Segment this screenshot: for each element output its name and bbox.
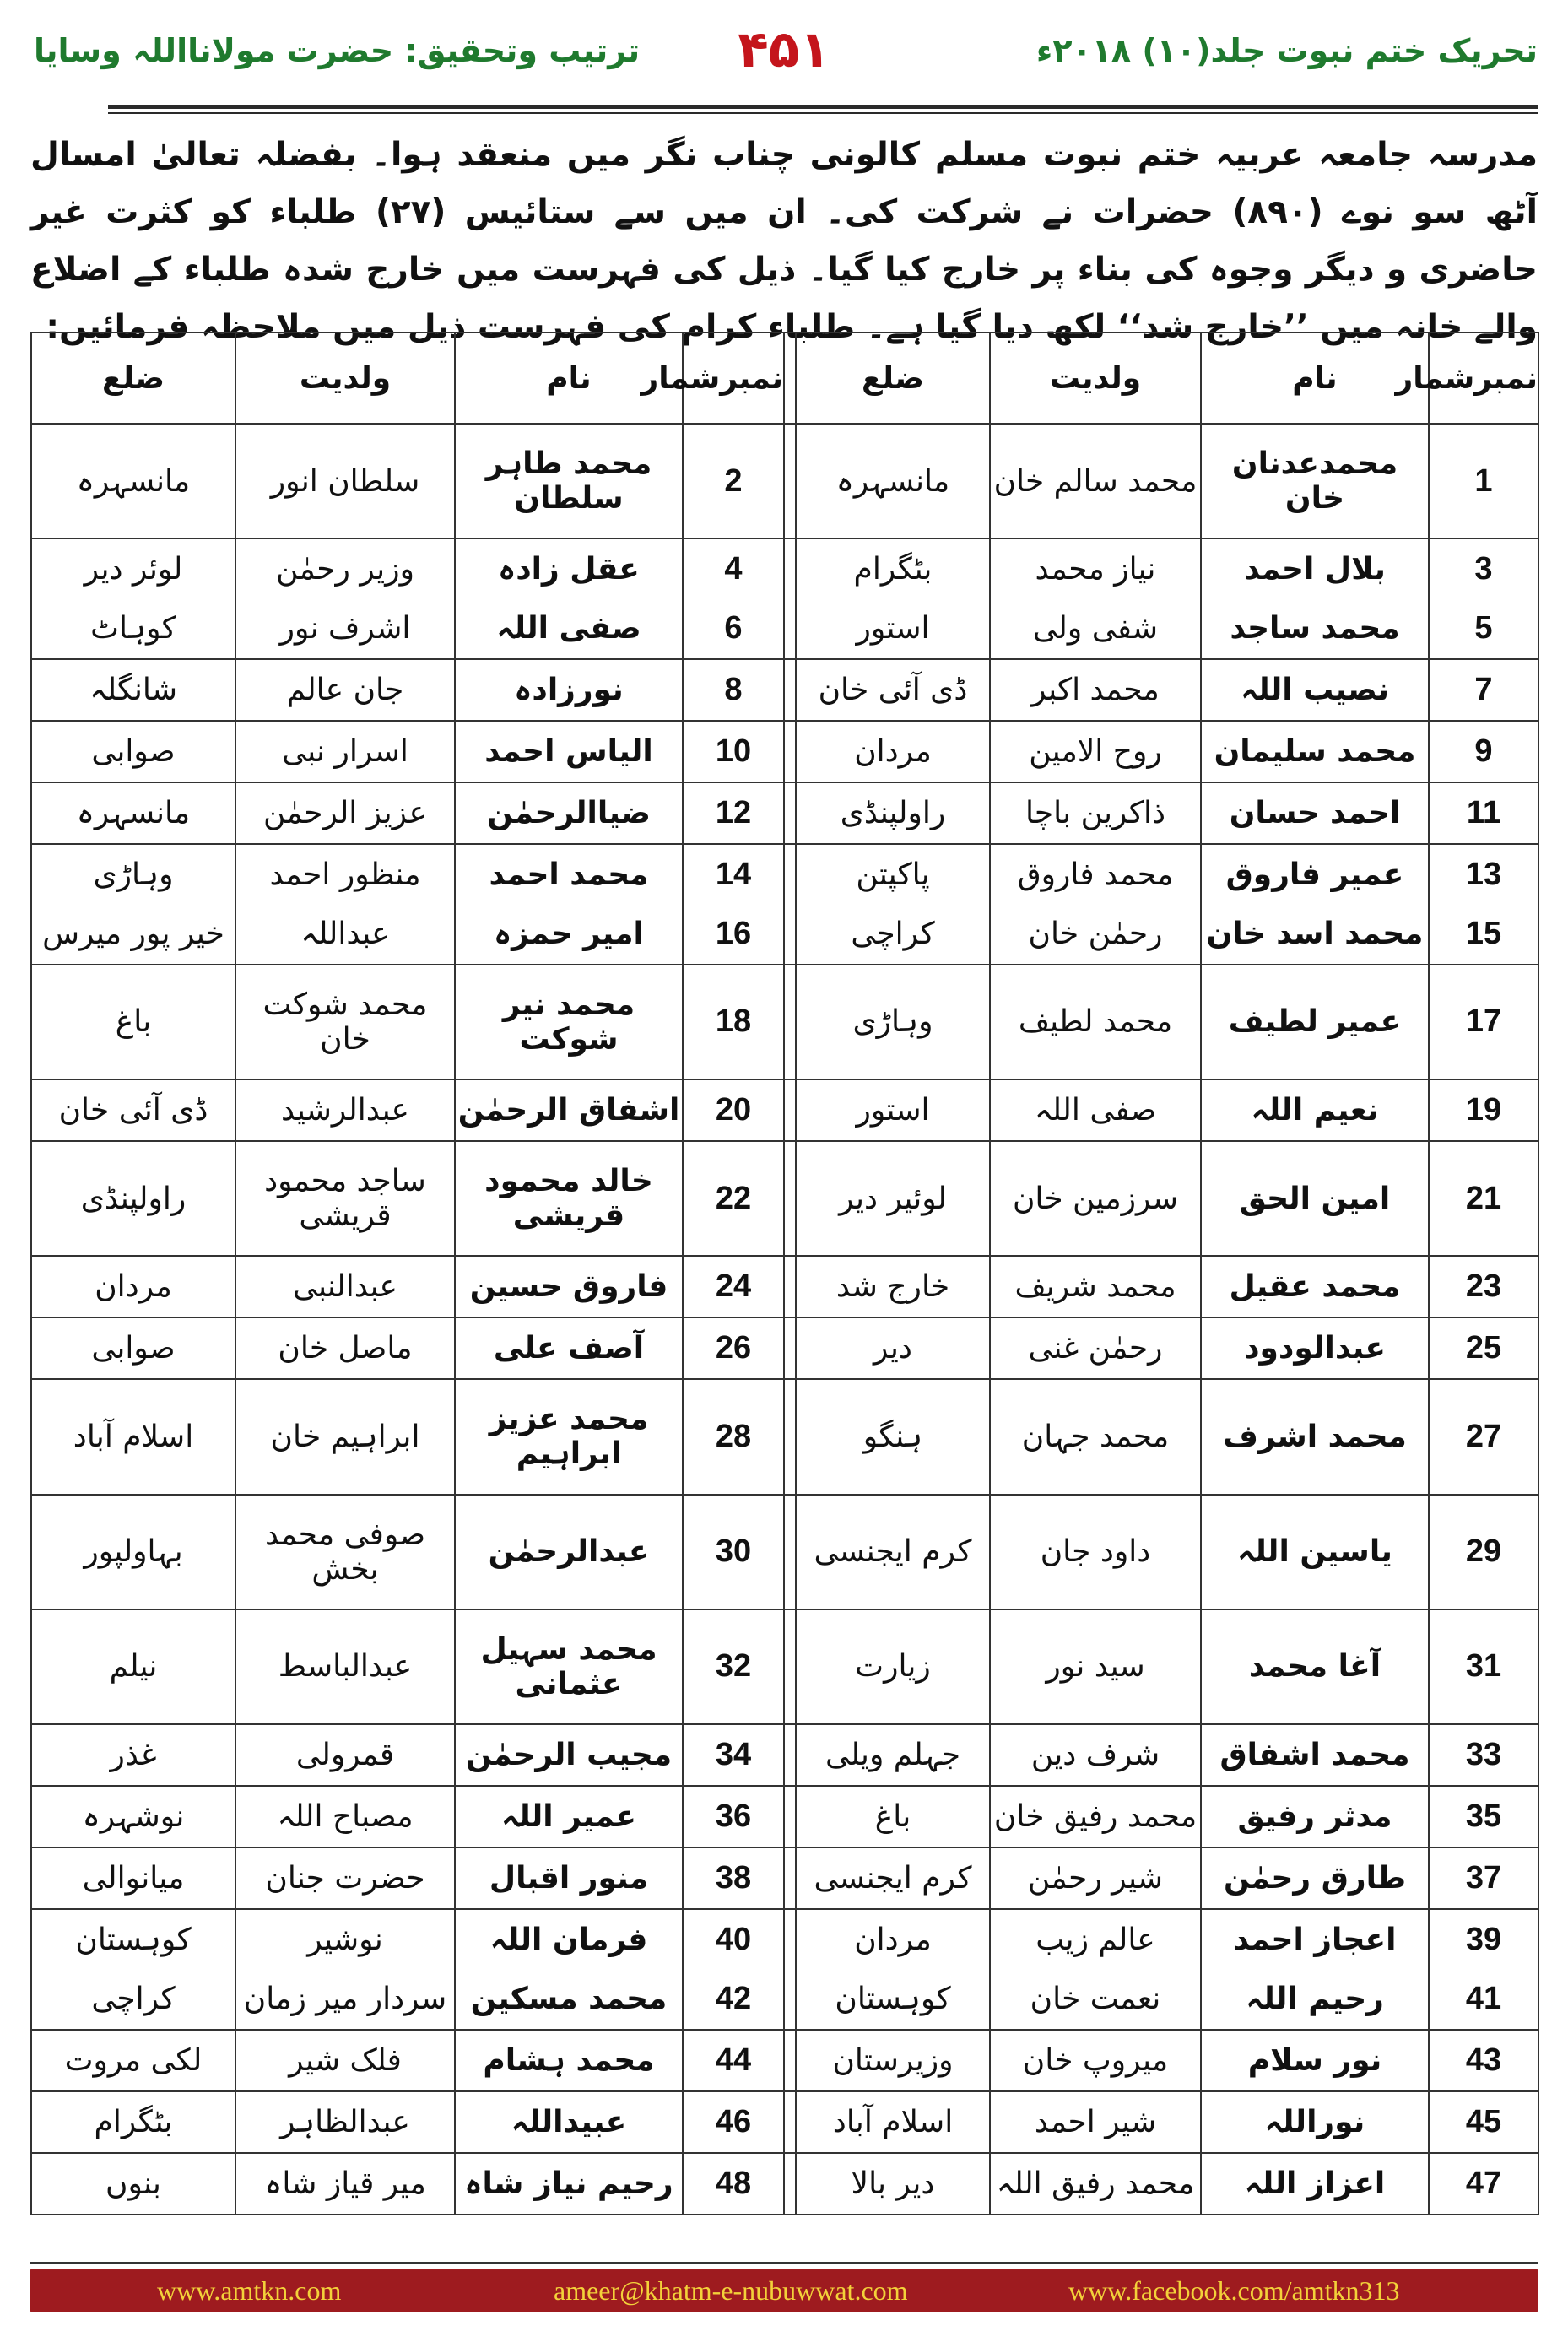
serial-cell: 41 xyxy=(1429,1969,1538,2029)
table-row xyxy=(31,538,1538,598)
table-row xyxy=(31,1495,1538,1609)
name-cell: نور سلام xyxy=(1201,2030,1429,2091)
table-row xyxy=(31,659,1538,721)
serial-cell: 26 xyxy=(683,1317,784,1379)
father-name-cell: وزیر رحمٰن xyxy=(235,538,455,598)
serial-cell: 37 xyxy=(1429,1847,1538,1909)
district-cell: اسلام آباد xyxy=(796,2091,990,2153)
district-cell: میانوالی xyxy=(31,1847,235,1909)
column-gap xyxy=(784,1609,796,1724)
column-gap xyxy=(784,1256,796,1317)
name-cell: نعیم اللہ xyxy=(1201,1079,1429,1141)
father-name-cell: محمد شوکت خان xyxy=(235,965,455,1079)
serial-cell: 34 xyxy=(683,1724,784,1786)
name-cell: محمد نیر شوکت xyxy=(455,965,683,1079)
name-cell: یاسین اللہ xyxy=(1201,1495,1429,1609)
header-district: ضلع xyxy=(31,333,235,424)
district-cell: مانسہرہ xyxy=(796,424,990,538)
district-cell: باغ xyxy=(796,1786,990,1847)
name-cell: مجیب الرحمٰن xyxy=(455,1724,683,1786)
serial-cell: 22 xyxy=(683,1141,784,1256)
name-cell: مدثر رفیق xyxy=(1201,1786,1429,1847)
district-cell: ہنگو xyxy=(796,1379,990,1494)
father-name-cell: محمد شریف xyxy=(990,1256,1201,1317)
father-name-cell: نعمت خان xyxy=(990,1969,1201,2029)
father-name-cell: محمد جہان xyxy=(990,1379,1201,1494)
compiler-credit: ترتیب وتحقیق: حضرت مولانااللہ وسایا xyxy=(34,32,641,69)
father-name-cell: منظور احمد xyxy=(235,844,455,904)
name-cell: اعجاز احمد xyxy=(1201,1909,1429,1969)
table-row xyxy=(31,599,1538,659)
name-cell: محمد سلیمان xyxy=(1201,721,1429,782)
serial-cell: 10 xyxy=(683,721,784,782)
name-cell: رحیم اللہ xyxy=(1201,1969,1429,2029)
serial-cell: 45 xyxy=(1429,2091,1538,2153)
student-roster-table xyxy=(30,332,1539,2215)
book-series-title: تحریک ختم نبوت جلد(۱۰) ۲۰۱۸ء xyxy=(1035,32,1538,69)
serial-cell: 6 xyxy=(683,599,784,659)
district-cell: راولپنڈی xyxy=(31,1141,235,1256)
father-name-cell: سرزمین خان xyxy=(990,1141,1201,1256)
district-cell: استور xyxy=(796,599,990,659)
district-cell: ڈی آئی خان xyxy=(796,659,990,721)
district-cell: مانسہرہ xyxy=(31,782,235,844)
father-name-cell: محمد لطیف xyxy=(990,965,1201,1079)
name-cell: فرمان اللہ xyxy=(455,1909,683,1969)
table-row xyxy=(31,965,1538,1079)
father-name-cell: صفی اللہ xyxy=(990,1079,1201,1141)
district-cell: کوہاٹ xyxy=(31,599,235,659)
column-gap xyxy=(784,904,796,964)
column-gap xyxy=(784,965,796,1079)
serial-cell: 39 xyxy=(1429,1909,1538,1969)
name-cell: محمد عزیز ابراہیم xyxy=(455,1379,683,1494)
name-cell: محمد اشرف xyxy=(1201,1379,1429,1494)
father-name-cell: عالم زیب xyxy=(990,1909,1201,1969)
name-cell: احمد حسان xyxy=(1201,782,1429,844)
father-name-cell: میر قیاز شاہ xyxy=(235,2153,455,2215)
father-name-cell: داود جان xyxy=(990,1495,1201,1609)
table-row xyxy=(31,1847,1538,1909)
name-cell: بلال احمد xyxy=(1201,538,1429,598)
district-cell: بٹگرام xyxy=(796,538,990,598)
district-cell: خارج شد xyxy=(796,1256,990,1317)
page-header xyxy=(0,0,1568,101)
column-gap xyxy=(784,1317,796,1379)
table-row xyxy=(31,1909,1538,1969)
serial-cell: 17 xyxy=(1429,965,1538,1079)
district-cell: اسلام آباد xyxy=(31,1379,235,1494)
header-father-name: ولدیت xyxy=(990,333,1201,424)
serial-cell: 47 xyxy=(1429,2153,1538,2215)
serial-cell: 36 xyxy=(683,1786,784,1847)
name-cell: محمدعدنان خان xyxy=(1201,424,1429,538)
name-cell: محمد اشفاق xyxy=(1201,1724,1429,1786)
father-name-cell: سلطان انور xyxy=(235,424,455,538)
serial-cell: 28 xyxy=(683,1379,784,1494)
name-cell: عبدالرحمٰن xyxy=(455,1495,683,1609)
district-cell: بٹگرام xyxy=(31,2091,235,2153)
father-name-cell: ابراہیم خان xyxy=(235,1379,455,1494)
serial-cell: 4 xyxy=(683,538,784,598)
serial-cell: 42 xyxy=(683,1969,784,2029)
father-name-cell: عبدالظاہر xyxy=(235,2091,455,2153)
district-cell: غذر xyxy=(31,1724,235,1786)
table-row xyxy=(31,904,1538,964)
name-cell: محمد احمد xyxy=(455,844,683,904)
serial-cell: 15 xyxy=(1429,904,1538,964)
header-name: نام xyxy=(455,333,683,424)
father-name-cell: عبدالباسط xyxy=(235,1609,455,1724)
table-row xyxy=(31,424,1538,538)
name-cell: محمد طاہر سلطان xyxy=(455,424,683,538)
serial-cell: 14 xyxy=(683,844,784,904)
district-cell: کوہستان xyxy=(31,1909,235,1969)
serial-cell: 38 xyxy=(683,1847,784,1909)
serial-cell: 32 xyxy=(683,1609,784,1724)
father-name-cell: قمرولی xyxy=(235,1724,455,1786)
table-row xyxy=(31,1317,1538,1379)
serial-cell: 19 xyxy=(1429,1079,1538,1141)
intro-paragraph: مدرسہ جامعہ عربیہ ختم نبوت مسلم کالونی چناب نگر میں منعقد ہوا۔ بفضلہ تعالیٰ امسال آٹھ سو نوے (۸۹۰) حضرات نے شرکت کی۔ ان میں سے ستائیس (۲۷) طلباء کو کثرت غیر حاضری و دیگر وجوہ کی بناء پر خارج کیا گیا۔ ذیل کی فہرست میں خارج شدہ طلباء کے اضلاع والے خانہ میں ’’خارج شد‘‘ لکھ دیا گیا ہے۔ طلباء کرام کی فہرست ذیل میں ملاحظہ فرمائیں: xyxy=(30,136,1538,346)
name-cell: اشفاق الرحمٰن xyxy=(455,1079,683,1141)
district-cell: وہاڑی xyxy=(31,844,235,904)
serial-cell: 1 xyxy=(1429,424,1538,538)
district-cell: دیر xyxy=(796,1317,990,1379)
district-cell: مانسہرہ xyxy=(31,424,235,538)
district-cell: بہاولپور xyxy=(31,1495,235,1609)
father-name-cell: رحمٰن غنی xyxy=(990,1317,1201,1379)
table-row xyxy=(31,1969,1538,2029)
serial-cell: 7 xyxy=(1429,659,1538,721)
table-row xyxy=(31,721,1538,782)
header-name: نام xyxy=(1201,333,1429,424)
district-cell: استور xyxy=(796,1079,990,1141)
serial-cell: 3 xyxy=(1429,538,1538,598)
father-name-cell: میروپ خان xyxy=(990,2030,1201,2091)
father-name-cell: روح الامین xyxy=(990,721,1201,782)
name-cell: منور اقبال xyxy=(455,1847,683,1909)
serial-cell: 9 xyxy=(1429,721,1538,782)
table-row xyxy=(31,1141,1538,1256)
district-cell: وزیرستان xyxy=(796,2030,990,2091)
father-name-cell: ساجد محمود قریشی xyxy=(235,1141,455,1256)
district-cell: کرم ایجنسی xyxy=(796,1847,990,1909)
district-cell: پاکپتن xyxy=(796,844,990,904)
name-cell: آغا محمد xyxy=(1201,1609,1429,1724)
name-cell: نورزادہ xyxy=(455,659,683,721)
serial-cell: 48 xyxy=(683,2153,784,2215)
district-cell: دیر بالا xyxy=(796,2153,990,2215)
district-cell: بنوں xyxy=(31,2153,235,2215)
name-cell: عمیر فاروق xyxy=(1201,844,1429,904)
father-name-cell: عبداللہ xyxy=(235,904,455,964)
column-gap xyxy=(784,659,796,721)
district-cell: باغ xyxy=(31,965,235,1079)
name-cell: خالد محمود قریشی xyxy=(455,1141,683,1256)
father-name-cell: حضرت جنان xyxy=(235,1847,455,1909)
serial-cell: 27 xyxy=(1429,1379,1538,1494)
column-gap xyxy=(784,2153,796,2215)
name-cell: محمد ساجد xyxy=(1201,599,1429,659)
father-name-cell: مصباح اللہ xyxy=(235,1786,455,1847)
father-name-cell: سید نور xyxy=(990,1609,1201,1724)
district-cell: کرم ایجنسی xyxy=(796,1495,990,1609)
father-name-cell: عبدالرشید xyxy=(235,1079,455,1141)
district-cell: صوابی xyxy=(31,721,235,782)
column-gap xyxy=(784,1847,796,1909)
name-cell: عبدالودود xyxy=(1201,1317,1429,1379)
name-cell: محمد ہشام xyxy=(455,2030,683,2091)
father-name-cell: محمد رفیق اللہ xyxy=(990,2153,1201,2215)
column-gap xyxy=(784,1495,796,1609)
serial-cell: 40 xyxy=(683,1909,784,1969)
father-name-cell: صوفی محمد بخش xyxy=(235,1495,455,1609)
name-cell: ضیاالرحمٰن xyxy=(455,782,683,844)
serial-cell: 8 xyxy=(683,659,784,721)
name-cell: نوراللہ xyxy=(1201,2091,1429,2153)
header-divider-thin xyxy=(108,112,1538,114)
name-cell: محمد سہیل عثمانی xyxy=(455,1609,683,1724)
column-gap xyxy=(784,2091,796,2153)
serial-cell: 43 xyxy=(1429,2030,1538,2091)
column-gap xyxy=(784,538,796,598)
father-name-cell: جان عالم xyxy=(235,659,455,721)
table-row xyxy=(31,1786,1538,1847)
serial-cell: 46 xyxy=(683,2091,784,2153)
page-footer xyxy=(30,2269,1538,2312)
father-name-cell: سردار میر زمان xyxy=(235,1969,455,2029)
serial-cell: 13 xyxy=(1429,844,1538,904)
district-cell: لوئیر دیر xyxy=(796,1141,990,1256)
name-cell: صفی اللہ xyxy=(455,599,683,659)
column-gap xyxy=(784,1969,796,2029)
header-serial: نمبرشمار xyxy=(1429,333,1538,424)
header-father-name: ولدیت xyxy=(235,333,455,424)
father-name-cell: شیر احمد xyxy=(990,2091,1201,2153)
serial-cell: 25 xyxy=(1429,1317,1538,1379)
serial-cell: 5 xyxy=(1429,599,1538,659)
header-district: ضلع xyxy=(796,333,990,424)
serial-cell: 24 xyxy=(683,1256,784,1317)
column-gap xyxy=(784,1079,796,1141)
district-cell: ڈی آئی خان xyxy=(31,1079,235,1141)
table-row xyxy=(31,2153,1538,2215)
table-row xyxy=(31,2091,1538,2153)
district-cell: کراچی xyxy=(31,1969,235,2029)
name-cell: محمد مسکین xyxy=(455,1969,683,2029)
name-cell: امین الحق xyxy=(1201,1141,1429,1256)
father-name-cell: اشرف نور xyxy=(235,599,455,659)
district-cell: راولپنڈی xyxy=(796,782,990,844)
father-name-cell: محمد رفیق خان xyxy=(990,1786,1201,1847)
district-cell: زیارت xyxy=(796,1609,990,1724)
father-name-cell: فلک شیر xyxy=(235,2030,455,2091)
name-cell: امیر حمزہ xyxy=(455,904,683,964)
serial-cell: 20 xyxy=(683,1079,784,1141)
father-name-cell: نیاز محمد xyxy=(990,538,1201,598)
father-name-cell: رحمٰن خان xyxy=(990,904,1201,964)
serial-cell: 23 xyxy=(1429,1256,1538,1317)
table-row xyxy=(31,1609,1538,1724)
name-cell: عقل زادہ xyxy=(455,538,683,598)
header-divider xyxy=(108,105,1538,109)
email-link[interactable]: ameer@khatm-e-nubuwwat.com xyxy=(554,2275,908,2306)
district-cell: خیر پور میرس xyxy=(31,904,235,964)
column-gap xyxy=(784,1724,796,1786)
name-cell: رحیم نیاز شاہ xyxy=(455,2153,683,2215)
father-name-cell: شرف دین xyxy=(990,1724,1201,1786)
district-cell: جہلم ویلی xyxy=(796,1724,990,1786)
name-cell: عمیر لطیف xyxy=(1201,965,1429,1079)
father-name-cell: شیر رحمٰن xyxy=(990,1847,1201,1909)
name-cell: محمد اسد خان xyxy=(1201,904,1429,964)
facebook-link[interactable]: www.facebook.com/amtkn313 xyxy=(1068,2275,1400,2306)
table-row xyxy=(31,1379,1538,1494)
serial-cell: 29 xyxy=(1429,1495,1538,1609)
website-link[interactable]: www.amtkn.com xyxy=(157,2275,342,2306)
district-cell: مردان xyxy=(796,721,990,782)
district-cell: نیلم xyxy=(31,1609,235,1724)
district-cell: مردان xyxy=(31,1256,235,1317)
header-serial: نمبرشمار xyxy=(683,333,784,424)
serial-cell: 30 xyxy=(683,1495,784,1609)
column-gap xyxy=(784,844,796,904)
father-name-cell: شفی ولی xyxy=(990,599,1201,659)
table-row xyxy=(31,1724,1538,1786)
district-cell: صوابی xyxy=(31,1317,235,1379)
serial-cell: 35 xyxy=(1429,1786,1538,1847)
serial-cell: 31 xyxy=(1429,1609,1538,1724)
serial-cell: 21 xyxy=(1429,1141,1538,1256)
name-cell: عبیداللہ xyxy=(455,2091,683,2153)
district-cell: لکی مروت xyxy=(31,2030,235,2091)
father-name-cell: نوشیر xyxy=(235,1909,455,1969)
district-cell: لوئر دیر xyxy=(31,538,235,598)
district-cell: کراچی xyxy=(796,904,990,964)
name-cell: نصیب اللہ xyxy=(1201,659,1429,721)
serial-cell: 33 xyxy=(1429,1724,1538,1786)
name-cell: عمیر اللہ xyxy=(455,1786,683,1847)
name-cell: اعزاز اللہ xyxy=(1201,2153,1429,2215)
column-gap xyxy=(784,1909,796,1969)
father-name-cell: اسرار نبی xyxy=(235,721,455,782)
table-row xyxy=(31,1256,1538,1317)
page-number: ۴۵۱ xyxy=(738,20,830,79)
district-cell: نوشہرہ xyxy=(31,1786,235,1847)
column-gap xyxy=(784,2030,796,2091)
name-cell: فاروق حسین xyxy=(455,1256,683,1317)
serial-cell: 44 xyxy=(683,2030,784,2091)
district-cell: مردان xyxy=(796,1909,990,1969)
father-name-cell: عبدالنبی xyxy=(235,1256,455,1317)
father-name-cell: محمد فاروق xyxy=(990,844,1201,904)
father-name-cell: ماصل خان xyxy=(235,1317,455,1379)
column-gap xyxy=(784,782,796,844)
name-cell: طارق رحمٰن xyxy=(1201,1847,1429,1909)
serial-cell: 12 xyxy=(683,782,784,844)
serial-cell: 18 xyxy=(683,965,784,1079)
column-gap xyxy=(784,333,796,424)
column-gap xyxy=(784,1379,796,1494)
father-name-cell: عزیز الرحمٰن xyxy=(235,782,455,844)
column-gap xyxy=(784,599,796,659)
footer-divider xyxy=(30,2262,1538,2264)
column-gap xyxy=(784,1786,796,1847)
district-cell: وہاڑی xyxy=(796,965,990,1079)
district-cell: شانگلہ xyxy=(31,659,235,721)
table-row xyxy=(31,1079,1538,1141)
name-cell: محمد عقیل xyxy=(1201,1256,1429,1317)
table-row xyxy=(31,844,1538,904)
father-name-cell: محمد سالم خان xyxy=(990,424,1201,538)
father-name-cell: ذاکرین باچا xyxy=(990,782,1201,844)
table-row xyxy=(31,782,1538,844)
column-gap xyxy=(784,721,796,782)
column-gap xyxy=(784,1141,796,1256)
serial-cell: 2 xyxy=(683,424,784,538)
district-cell: کوہستان xyxy=(796,1969,990,2029)
father-name-cell: محمد اکبر xyxy=(990,659,1201,721)
serial-cell: 11 xyxy=(1429,782,1538,844)
column-gap xyxy=(784,424,796,538)
table-row xyxy=(31,2030,1538,2091)
table-header-row xyxy=(31,333,1538,424)
serial-cell: 16 xyxy=(683,904,784,964)
name-cell: الیاس احمد xyxy=(455,721,683,782)
name-cell: آصف علی xyxy=(455,1317,683,1379)
